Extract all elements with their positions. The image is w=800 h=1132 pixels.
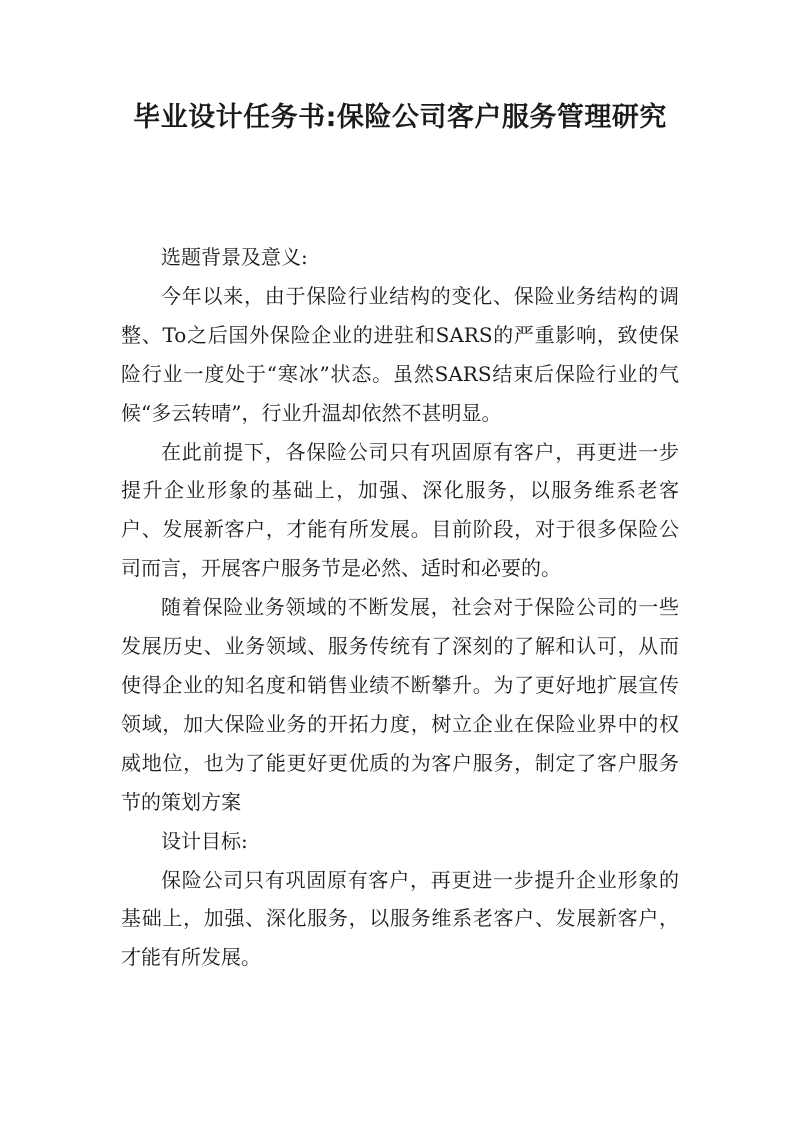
document-title: 毕业设计任务书:保险公司客户服务管理研究 bbox=[133, 102, 667, 133]
body-paragraph: 今年以来，由于保险行业结构的变化、保险业务结构的调整、To之后国外保险企业的进驻和SARS的严重影响，致使保险行业一度处于“寒冰”状态。虽然SARS结束后保险行业的气候“多云转晴”，行业升温却依然不甚明显。 bbox=[121, 283, 679, 425]
section-heading-background: 选题背景及意义: bbox=[161, 245, 308, 269]
body-paragraph: 在此前提下，各保险公司只有巩固原有客户，再更进一步提升企业形象的基础上，加强、深化服务，以服务维系老客户、发展新客户，才能有所发展。目前阶段，对于很多保险公司而言，开展客户服务节是必然、适时和必要的。 bbox=[121, 439, 679, 581]
document-body bbox=[121, 238, 679, 977]
body-paragraph: 保险公司只有巩固原有客户，再更进一步提升企业形象的基础上，加强、深化服务，以服务维系老客户、发展新客户，才能有所发展。 bbox=[121, 867, 679, 970]
section-heading-goals: 设计目标: bbox=[161, 828, 248, 853]
body-paragraph: 随着保险业务领域的不断发展，社会对于保险公司的一些发展历史、业务领域、服务传统有了深刻的了解和认可，从而使得企业的知名度和销售业绩不断攀升。为了更好地扩展宣传领域，加大保险业务的开拓力度，树立企业在保险业界中的权威地位，也为了能更好更优质的为客户服务，制定了客户服务节的策划方案 bbox=[121, 595, 679, 814]
